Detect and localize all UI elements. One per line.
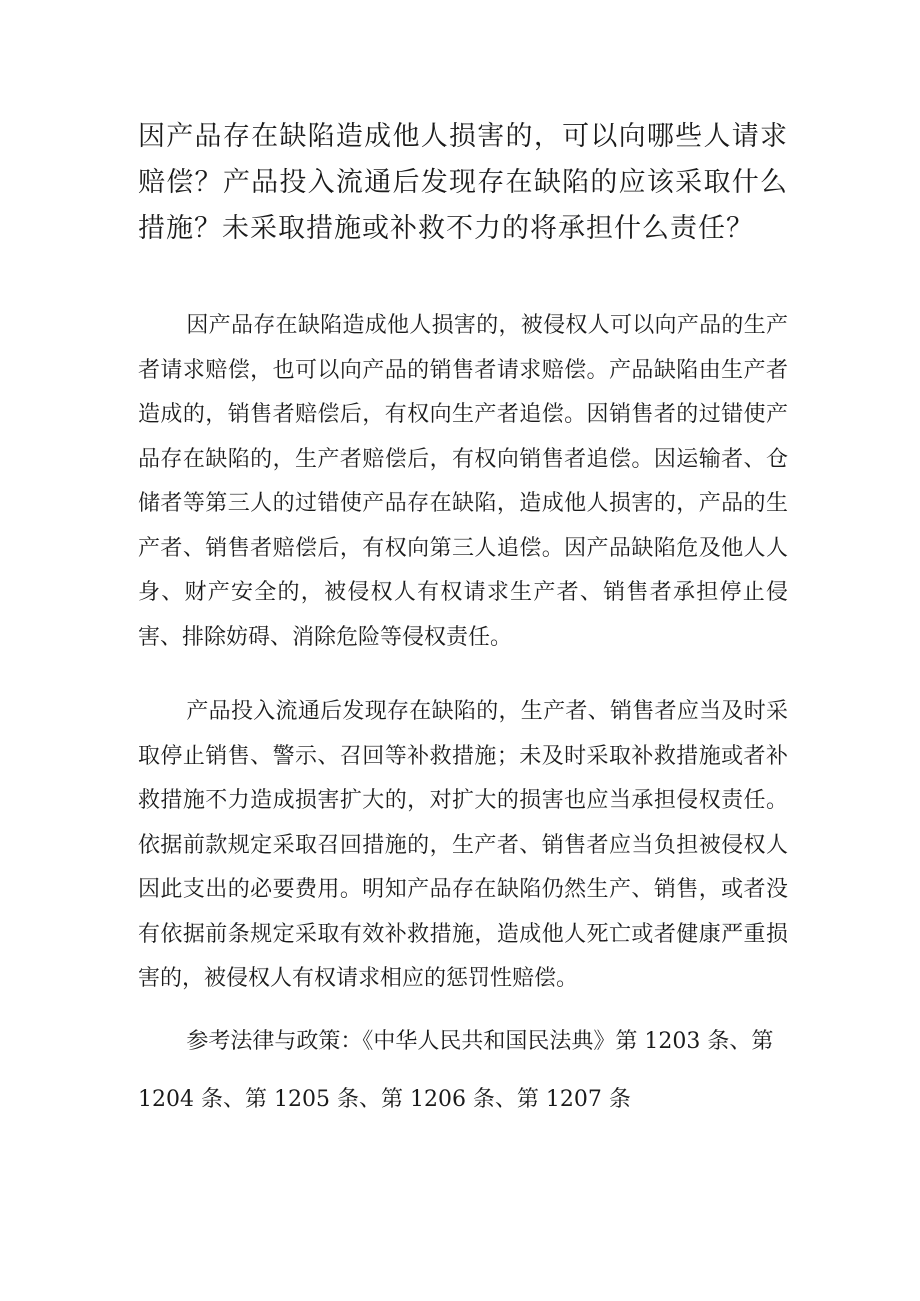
paragraph-remedial-measures: 产品投入流通后发现存在缺陷的，生产者、销售者应当及时采取停止销售、警示、召回等补救措施；未及时采取补救措施或者补救措施不力造成损害扩大的，对扩大的损害也应当承担侵权责任。依据前款规定采取召回措施的，生产者、销售者应当负担被侵权人因此支出的必要费用。明知产品存在缺陷仍然生产、销售，或者没有依据前条规定采取有效补救措施，造成他人死亡或者健康严重损害的，被侵权人有权请求相应的惩罚性赔偿。 xyxy=(138,699,788,991)
paragraph-liability: 因产品存在缺陷造成他人损害的，被侵权人可以向产品的生产者请求赔偿，也可以向产品的销售者请求赔偿。产品缺陷由生产者造成的，销售者赔偿后，有权向生产者追偿。因销售者的过错使产品存在缺陷的，生产者赔偿后，有权向销售者追偿。因运输者、仓储者等第三人的过错使产品存在缺陷，造成他人损害的，产品的生产者、销售者赔偿后，有权向第三人追偿。因产品缺陷危及他人人身、财产安全的，被侵权人有权请求生产者、销售者承担停止侵害、排除妨碍、消除危险等侵权责任。 xyxy=(138,313,788,650)
legal-reference: 参考法律与政策：《中华人民共和国民法典》第 1203 条、第 1204 条、第 1205 条、第 1206 条、第 1207 条 xyxy=(138,1029,774,1112)
document-title: 因产品存在缺陷造成他人损害的，可以向哪些人请求赔偿？产品投入流通后发现存在缺陷的应该采取什么措施？未采取措施或补救不力的将承担什么责任？ xyxy=(138,121,788,244)
